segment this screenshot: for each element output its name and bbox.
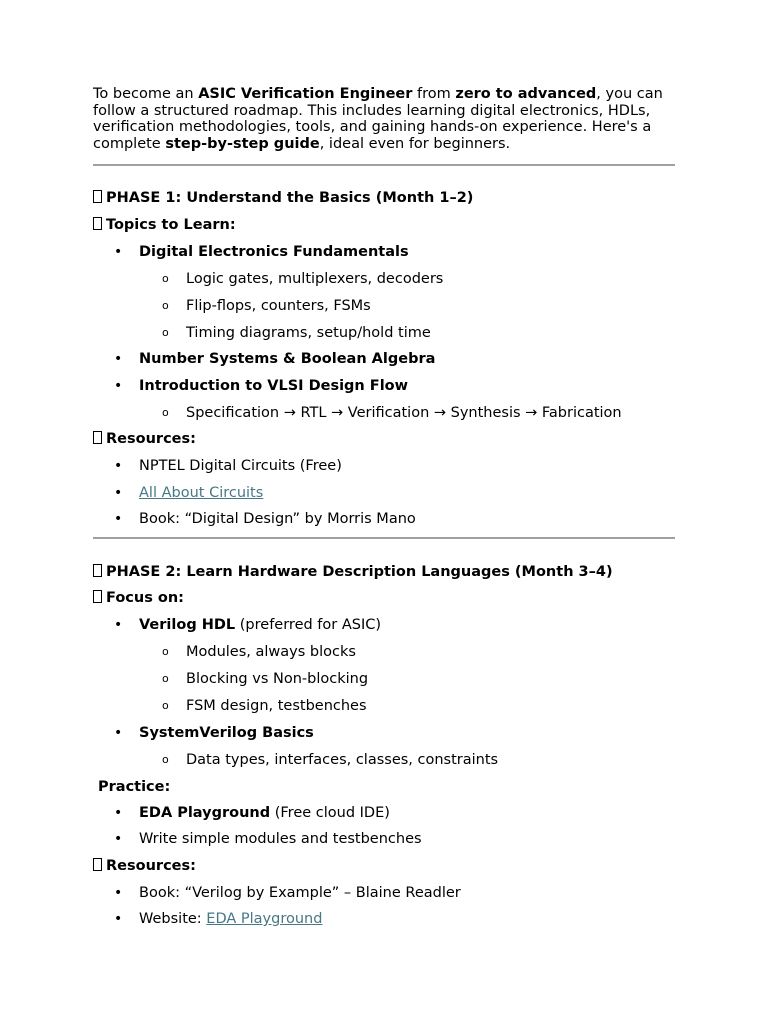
subtopic-item: Logic gates, multiplexers, decoders [186,271,444,287]
topic-item: Number Systems & Boolean Algebra [139,351,436,367]
phase2-focus-heading [93,589,184,607]
sub-bullet-icon: o [162,406,169,419]
intro-emphasis: ASIC Verification Engineer [198,86,413,102]
topics-heading-text: Topics to Learn: [106,217,236,233]
sub-bullet-icon: o [162,645,169,658]
practice-item: Write simple modules and testbenches [139,831,422,847]
subtopic-item: Modules, always blocks [186,644,356,660]
sub-bullet-icon: o [162,326,169,339]
bullet-icon: • [114,511,123,527]
subtopic-item: Flip-flops, counters, FSMs [186,298,371,314]
intro-emphasis: step-by-step guide [165,135,320,152]
emoji-placeholder-icon [93,858,102,871]
subtopic-item: Data types, interfaces, classes, constraints [186,752,499,768]
focus-heading-text: Focus on: [106,590,184,606]
phase2-heading-text: PHASE 2: Learn Hardware Description Languages (Month 3–4) [106,564,613,580]
resource-item: Book: “Digital Design” by Morris Mano [139,511,416,527]
practice-heading: Practice: [98,779,171,795]
horizontal-rule [93,164,675,166]
practice-item [139,804,390,822]
bullet-icon: • [114,244,123,260]
topic-item: Digital Electronics Fundamentals [139,244,409,260]
phase1-topics-heading [93,216,236,234]
bullet-icon: • [114,911,123,927]
intro-paragraph [93,86,675,152]
sub-bullet-icon: o [162,272,169,285]
bullet-icon: • [114,617,123,633]
all-about-circuits-link[interactable]: All About Circuits [139,485,264,501]
resource-item: NPTEL Digital Circuits (Free) [139,458,342,474]
resource-item: Book: “Verilog by Example” – Blaine Readler [139,885,461,901]
subtopic-item: FSM design, testbenches [186,698,367,714]
resources-heading-text: Resources: [106,858,196,874]
resource-item [139,910,322,928]
intro-emphasis: zero to advanced [455,86,597,102]
subtopic-item: Blocking vs Non-blocking [186,671,369,687]
bullet-icon: • [114,378,123,394]
phase2-heading [93,563,613,581]
topic-item: Introduction to VLSI Design Flow [139,378,409,394]
sub-bullet-icon: o [162,753,169,766]
focus-item: SystemVerilog Basics [139,725,314,741]
intro-text: To become an [93,86,199,102]
phase2-resources-heading [93,857,196,875]
bullet-icon: • [114,351,123,367]
eda-playground-link[interactable]: EDA Playground [206,911,323,927]
resources-heading-text: Resources: [106,431,196,447]
bullet-icon: • [114,831,123,847]
sub-bullet-icon: o [162,699,169,712]
emoji-placeholder-icon [93,590,102,603]
subtopic-item: Timing diagrams, setup/hold time [186,325,431,341]
practice-note: (Free cloud IDE) [270,805,390,821]
phase1-resources-heading [93,430,196,448]
website-prefix: Website: [139,911,207,927]
bullet-icon: • [114,485,123,501]
emoji-placeholder-icon [93,431,102,444]
focus-note: (preferred for ASIC) [235,617,382,633]
bullet-icon: • [114,885,123,901]
horizontal-rule [93,537,675,539]
emoji-placeholder-icon [93,564,102,577]
practice-label: EDA Playground [139,805,271,821]
focus-label: Verilog HDL [139,617,236,633]
emoji-placeholder-icon [93,190,102,203]
bullet-icon: • [114,805,123,821]
phase1-heading [93,189,473,207]
subtopic-item: Specification → RTL → Verification → Synthesis → Fabrication [186,405,622,421]
phase1-heading-text: PHASE 1: Understand the Basics (Month 1–2) [106,190,474,206]
sub-bullet-icon: o [162,672,169,685]
focus-item [139,616,381,634]
bullet-icon: • [114,458,123,474]
intro-text: , you can follow a structured roadmap. This includes learning digital electronics, HDLs, verification methodologies, tools, and gaining hands-on experience. Here's a complete [93,86,663,152]
emoji-placeholder-icon [93,217,102,230]
intro-text: , ideal even for beginners. [319,135,511,152]
bullet-icon: • [114,725,123,741]
sub-bullet-icon: o [162,299,169,312]
intro-text: from [412,86,456,102]
